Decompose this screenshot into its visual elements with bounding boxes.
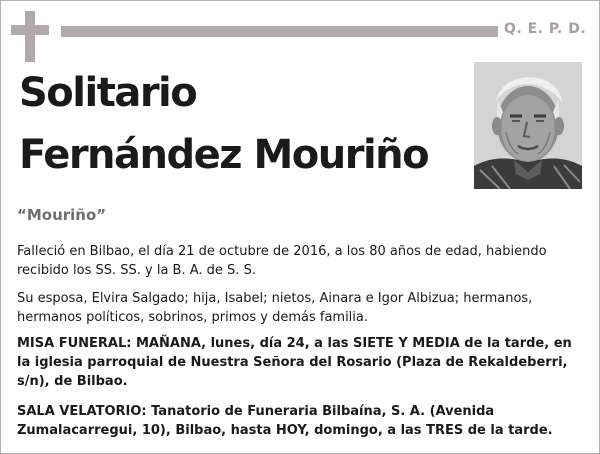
death-notice-paragraph: Falleció en Bilbao, el día 21 de octubre de 2016, a los 80 años de edad, habiendo recibido los SS. SS. y la B. A. de S. S. xyxy=(17,244,547,278)
funeral-mass-paragraph: MISA FUNERAL: MAÑANA, lunes, día 24, a las SIETE Y MEDIA de la tarde, en la iglesia parroquial de Nuestra Señora del Rosario (Plaza de Rekaldeberri, s/n), de Bilbao. xyxy=(17,336,572,389)
family-paragraph: Su esposa, Elvira Salgado; hija, Isabel; nietos, Ainara e Igor Albizua; hermanos, hermanos políticos, sobrinos, primos y demás familia. xyxy=(17,291,533,325)
deceased-nickname: “Mouriño” xyxy=(17,206,107,224)
deceased-first-name: Solitario xyxy=(19,70,197,116)
portrait-photo xyxy=(474,62,582,189)
wake-paragraph: SALA VELATORIO: Tanatorio de Funeraria Bilbaína, S. A. (Avenida Zumalacarregui, 10), Bilbao, hasta HOY, domingo, a las TRES de la tarde. xyxy=(17,404,553,438)
cross-icon-horizontal xyxy=(11,25,49,35)
qepd-badge: Q. E. P. D. xyxy=(504,21,587,37)
portrait-illustration xyxy=(474,62,582,189)
header-rule xyxy=(61,26,498,37)
cross-icon-vertical xyxy=(25,11,35,62)
deceased-surnames: Fernández Mouriño xyxy=(19,132,429,178)
